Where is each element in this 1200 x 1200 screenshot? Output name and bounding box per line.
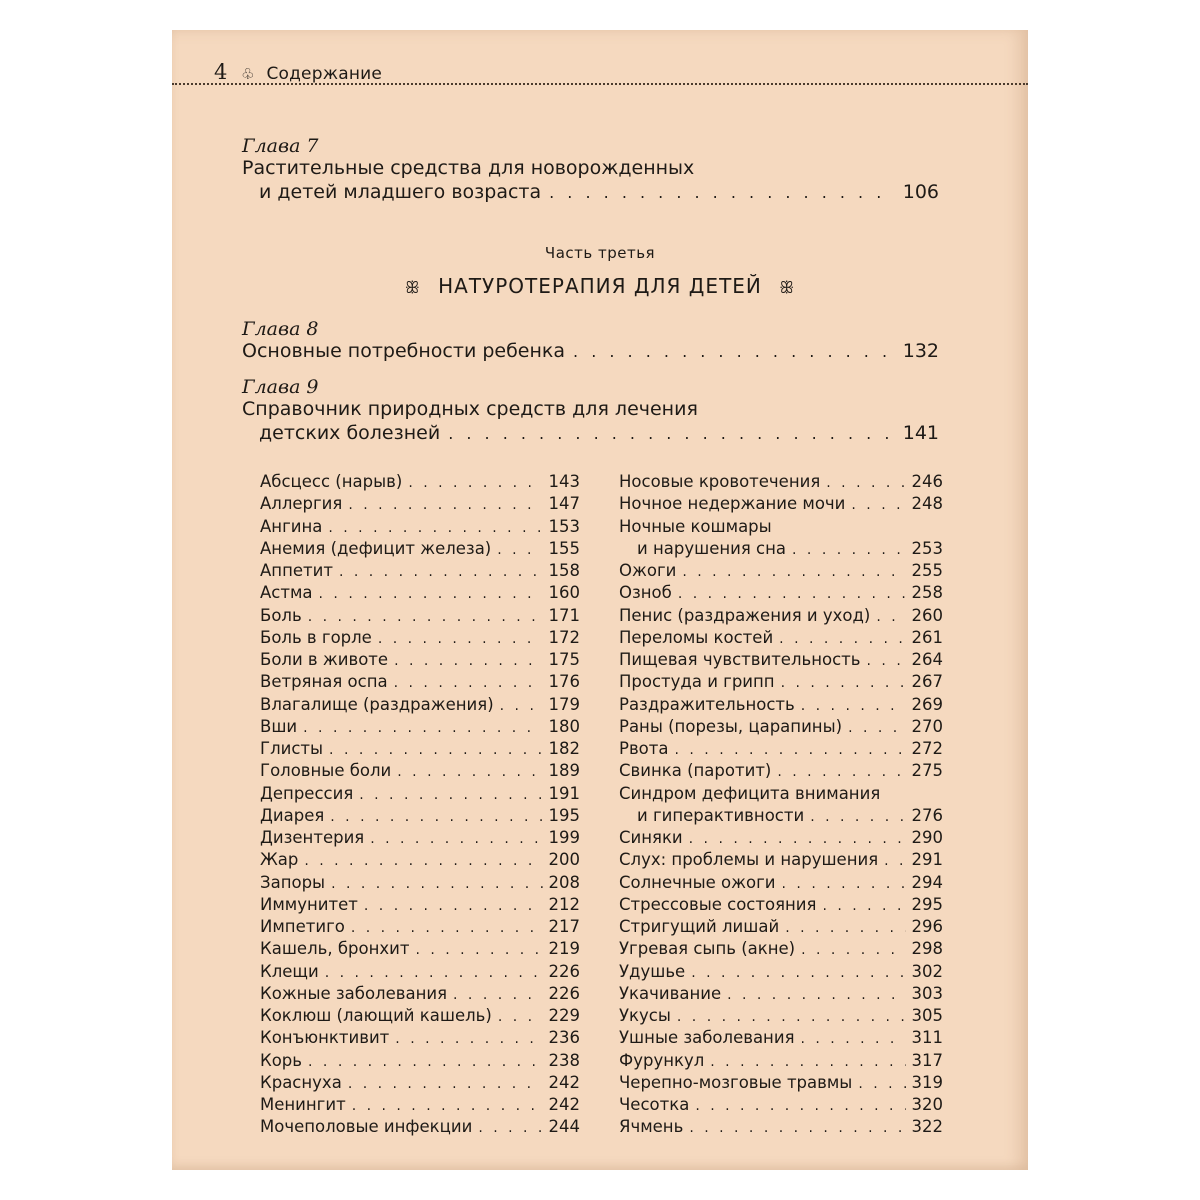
index-entry-title: Свинка (паротит) xyxy=(619,761,772,781)
index-page-number: 143 xyxy=(548,472,580,491)
index-entry[interactable] xyxy=(619,606,943,628)
page-number: 4 xyxy=(214,60,228,84)
index-page-number: 295 xyxy=(911,894,943,914)
index-page-number: 217 xyxy=(548,917,580,936)
index-entry-title: Ночное недержание мочи xyxy=(619,494,846,514)
index-entry-title: Раны (порезы, царапины) xyxy=(619,716,843,736)
dot-leader xyxy=(876,609,905,625)
index-entry-title: Раздражительность xyxy=(619,694,795,714)
dot-leader xyxy=(303,720,542,736)
index-page-number: 319 xyxy=(911,1072,943,1092)
dot-leader xyxy=(782,876,906,892)
index-column-left xyxy=(260,472,580,1140)
index-entry-title: Запоры xyxy=(260,872,326,892)
index-page-number: 208 xyxy=(548,872,580,892)
index-entry-title: Солнечные ожоги xyxy=(619,872,776,892)
index-entry[interactable] xyxy=(619,583,943,605)
index-entry-title: Кожные заболевания xyxy=(260,983,448,1003)
index-entry-title: Пенис (раздражения и уход) xyxy=(619,605,871,625)
index-entry-title: Импетиго xyxy=(260,917,345,936)
index-page-number: 179 xyxy=(548,694,580,714)
index-page-number: 229 xyxy=(548,1006,580,1025)
chapter-7-entry[interactable] xyxy=(259,181,939,203)
dot-leader xyxy=(779,631,905,647)
index-entry[interactable] xyxy=(260,895,580,917)
index-entry[interactable] xyxy=(619,472,943,494)
dot-leader xyxy=(394,675,543,691)
index-entry-title: Корь xyxy=(260,1050,303,1070)
index-entry[interactable] xyxy=(619,984,943,1006)
index-entry[interactable] xyxy=(619,672,943,694)
index-page-number: 246 xyxy=(911,472,943,491)
dot-leader xyxy=(801,698,906,714)
toc-entry-title: Справочник природных средств для лечения xyxy=(242,398,698,420)
index-entry[interactable] xyxy=(619,539,943,561)
index-entry-title: Стригущий лишай xyxy=(619,917,780,936)
index-page-number: 267 xyxy=(911,672,943,692)
dot-leader xyxy=(710,1054,905,1070)
toc-entry-title: и детей младшего возраста xyxy=(259,181,542,203)
index-entry-title: Влагалище (раздражения) xyxy=(260,694,494,714)
clover-ornament-icon: ♧ xyxy=(241,65,255,83)
index-entry[interactable] xyxy=(260,695,580,717)
index-entry-title: Аллергия xyxy=(260,494,343,514)
index-entry[interactable] xyxy=(260,984,580,1006)
index-entry-title: Боль xyxy=(260,605,302,625)
header-dotted-rule xyxy=(172,83,1028,85)
index-page-number: 226 xyxy=(548,961,580,981)
dot-leader xyxy=(777,764,905,780)
index-entry[interactable] xyxy=(619,1095,943,1117)
index-entry-title: Угревая сыпь (акне) xyxy=(619,939,796,959)
index-entry[interactable] xyxy=(619,561,943,583)
chapter-7-title-line1[interactable] xyxy=(242,157,694,179)
index-entry[interactable] xyxy=(260,517,580,539)
dot-leader xyxy=(801,942,905,958)
index-page-number: 212 xyxy=(548,894,580,914)
dot-leader xyxy=(822,898,905,914)
toc-entry-title: Основные потребности ребенка xyxy=(242,340,566,362)
index-page-number: 296 xyxy=(911,917,943,936)
index-entry-title: Укачивание xyxy=(619,983,722,1003)
index-entry-title: Вши xyxy=(260,716,298,736)
index-entry-title: Синдром дефицита внимания xyxy=(619,783,881,803)
index-page-number: 158 xyxy=(548,561,580,580)
index-page-number: 294 xyxy=(911,872,943,892)
index-entry-title: Головные боли xyxy=(260,761,392,781)
index-page-number: 258 xyxy=(911,583,943,603)
index-entry[interactable] xyxy=(260,1051,580,1073)
dot-leader xyxy=(801,1031,906,1047)
dot-leader xyxy=(851,497,905,513)
index-entry[interactable] xyxy=(619,1051,943,1073)
index-entry-title: Конъюнктивит xyxy=(260,1028,390,1048)
index-entry-title: Краснуха xyxy=(260,1072,342,1092)
index-entry[interactable] xyxy=(619,761,943,783)
index-entry[interactable] xyxy=(619,1006,943,1028)
index-entry-title: Чесотка xyxy=(619,1095,690,1114)
index-page-number: 172 xyxy=(548,627,580,647)
index-page-number: 261 xyxy=(911,627,943,647)
dot-leader xyxy=(378,631,543,647)
index-entry[interactable] xyxy=(619,517,943,539)
index-column-right xyxy=(619,472,943,1140)
index-entry-title: Боли в животе xyxy=(260,650,389,669)
index-entry[interactable] xyxy=(260,1006,580,1028)
index-entry-title: Удушье xyxy=(619,961,686,981)
index-entry-title: Клещи xyxy=(260,961,319,981)
index-page-number: 290 xyxy=(911,828,943,847)
index-page-number: 199 xyxy=(548,828,580,847)
chapter-7-label: Глава 7 xyxy=(242,135,319,157)
index-entry[interactable] xyxy=(260,1117,580,1139)
index-entry-title: Мочеполовые инфекции xyxy=(260,1117,473,1137)
index-entry[interactable] xyxy=(260,917,580,939)
dot-leader xyxy=(415,942,542,958)
dot-leader xyxy=(884,853,905,869)
index-entry[interactable] xyxy=(619,850,943,872)
index-entry[interactable] xyxy=(619,717,943,739)
index-page-number: 302 xyxy=(911,961,943,981)
index-page-number: 175 xyxy=(548,650,580,669)
index-page-number: 238 xyxy=(548,1050,580,1070)
index-page-number: 272 xyxy=(911,739,943,758)
right-flourish-icon: ꕥ xyxy=(779,278,796,297)
dot-leader xyxy=(331,876,542,892)
index-page-number: 275 xyxy=(911,761,943,781)
index-entry-title: Фурункул xyxy=(619,1050,705,1070)
index-page-number: 242 xyxy=(548,1072,580,1092)
dot-leader xyxy=(727,987,905,1003)
index-entry-title: Ангина xyxy=(260,516,323,536)
dot-leader xyxy=(573,342,895,361)
index-entry-title: Ожоги xyxy=(619,561,677,580)
index-page-number: 236 xyxy=(548,1028,580,1048)
index-entry[interactable] xyxy=(619,806,943,828)
part-title-text: НАТУРОТЕРАПИЯ ДЛЯ ДЕТЕЙ xyxy=(438,274,762,298)
chapter-9-entry[interactable] xyxy=(259,422,939,444)
index-entry[interactable] xyxy=(619,650,943,672)
dot-leader xyxy=(695,1098,905,1114)
dot-leader xyxy=(370,831,542,847)
index-entry[interactable] xyxy=(260,1095,580,1117)
index-entry[interactable] xyxy=(260,539,580,561)
index-page-number: 253 xyxy=(911,538,943,558)
running-head xyxy=(214,60,382,84)
index-entry[interactable] xyxy=(260,806,580,828)
index-entry-title: Абсцесс (нарыв) xyxy=(260,472,403,491)
index-entry-title: Простуда и грипп xyxy=(619,672,775,692)
dot-leader xyxy=(394,653,542,669)
toc-page-number: 132 xyxy=(902,340,939,362)
index-entry[interactable] xyxy=(619,917,943,939)
index-entry-title: Пищевая чувствительность xyxy=(619,650,861,669)
index-entry[interactable] xyxy=(619,873,943,895)
chapter-8-label: Глава 8 xyxy=(242,318,319,340)
index-entry-title: Кашель, бронхит xyxy=(260,939,410,959)
index-page-number: 303 xyxy=(911,983,943,1003)
index-entry-title: Ночные кошмары xyxy=(619,516,772,536)
index-page-number: 180 xyxy=(548,716,580,736)
dot-leader xyxy=(351,920,543,936)
index-page-number: 276 xyxy=(911,805,943,825)
index-entry[interactable] xyxy=(260,784,580,806)
index-page-number: 291 xyxy=(911,850,943,870)
chapter-9-title-line1[interactable] xyxy=(242,398,698,420)
dot-leader xyxy=(792,542,905,558)
index-entry[interactable] xyxy=(619,1028,943,1050)
dot-leader xyxy=(448,424,895,443)
index-entry[interactable] xyxy=(260,1073,580,1095)
dot-leader xyxy=(678,586,906,602)
dot-leader xyxy=(304,853,542,869)
index-entry[interactable] xyxy=(619,1117,943,1139)
index-entry[interactable] xyxy=(260,628,580,650)
index-entry-title: Астма xyxy=(260,583,313,603)
dot-leader xyxy=(359,787,542,803)
index-page-number: 219 xyxy=(548,939,580,959)
index-page-number: 320 xyxy=(911,1095,943,1114)
dot-leader xyxy=(867,653,906,669)
index-entry[interactable] xyxy=(260,761,580,783)
index-page-number: 160 xyxy=(548,583,580,603)
index-page-number: 270 xyxy=(911,716,943,736)
index-page-number: 317 xyxy=(911,1050,943,1070)
dot-leader xyxy=(826,475,905,491)
index-entry[interactable] xyxy=(619,739,943,761)
index-entry[interactable] xyxy=(260,583,580,605)
index-entry[interactable] xyxy=(260,606,580,628)
index-entry-title: и нарушения сна xyxy=(637,538,787,558)
index-page-number: 264 xyxy=(911,650,943,669)
dot-leader xyxy=(408,475,542,491)
index-entry-title: Синяки xyxy=(619,828,683,847)
dot-leader xyxy=(308,609,543,625)
index-entry[interactable] xyxy=(260,873,580,895)
index-entry[interactable] xyxy=(619,828,943,850)
dot-leader xyxy=(689,1120,905,1136)
book-page xyxy=(172,30,1028,1170)
index-page-number: 200 xyxy=(548,850,580,870)
dot-leader xyxy=(478,1120,542,1136)
toc-page-number: 106 xyxy=(902,181,939,203)
dot-leader xyxy=(308,1054,542,1070)
dot-leader xyxy=(319,586,543,602)
part-title xyxy=(172,274,1028,298)
index-entry-title: Аппетит xyxy=(260,561,333,580)
index-entry[interactable] xyxy=(619,939,943,961)
index-entry-title: Носовые кровотечения xyxy=(619,472,821,491)
index-page-number: 269 xyxy=(911,694,943,714)
dot-leader xyxy=(348,497,542,513)
dot-leader xyxy=(498,1009,543,1025)
index-page-number: 171 xyxy=(548,605,580,625)
index-entry[interactable] xyxy=(619,494,943,516)
index-page-number: 176 xyxy=(548,672,580,692)
index-entry[interactable] xyxy=(260,828,580,850)
index-page-number: 260 xyxy=(911,605,943,625)
index-entry-title: Жар xyxy=(260,850,299,870)
index-entry-title: Слух: проблемы и нарушения xyxy=(619,850,879,870)
index-page-number: 248 xyxy=(911,494,943,514)
dot-leader xyxy=(397,764,542,780)
index-entry-title: Ушные заболевания xyxy=(619,1028,795,1048)
index-entry-title: Дизентерия xyxy=(260,828,365,847)
index-page-number: 255 xyxy=(911,561,943,580)
dot-leader xyxy=(677,1009,906,1025)
index-entry[interactable] xyxy=(619,628,943,650)
dot-leader xyxy=(348,1076,543,1092)
index-page-number: 153 xyxy=(548,516,580,536)
index-entry[interactable] xyxy=(260,739,580,761)
index-entry[interactable] xyxy=(260,561,580,583)
dot-leader xyxy=(675,742,906,758)
index-entry[interactable] xyxy=(260,717,580,739)
index-page-number: 191 xyxy=(548,783,580,803)
index-entry-title: Стрессовые состояния xyxy=(619,894,817,914)
index-entry-title: и гиперактивности xyxy=(637,805,805,825)
dot-leader xyxy=(329,742,542,758)
index-page-number: 182 xyxy=(548,739,580,758)
index-entry[interactable] xyxy=(260,494,580,516)
index-entry-title: Депрессия xyxy=(260,783,354,803)
index-entry-title: Черепно-мозговые травмы xyxy=(619,1072,853,1092)
index-page-number: 195 xyxy=(548,805,580,825)
index-entry-title: Ячмень xyxy=(619,1117,684,1137)
index-entry[interactable] xyxy=(260,650,580,672)
toc-page-number: 141 xyxy=(902,422,939,444)
left-flourish-icon: ꕥ xyxy=(404,278,421,297)
dot-leader xyxy=(497,542,542,558)
dot-leader xyxy=(549,183,895,202)
index-entry[interactable] xyxy=(619,784,943,806)
dot-leader xyxy=(352,1098,543,1114)
index-entry[interactable] xyxy=(260,472,580,494)
dot-leader xyxy=(691,965,905,981)
index-page-number: 298 xyxy=(911,939,943,959)
dot-leader xyxy=(858,1076,905,1092)
index-entry[interactable] xyxy=(260,672,580,694)
index-entry-title: Укусы xyxy=(619,1006,671,1025)
index-entry-title: Анемия (дефицит железа) xyxy=(260,538,492,558)
dot-leader xyxy=(500,698,543,714)
index-page-number: 226 xyxy=(548,983,580,1003)
index-page-number: 322 xyxy=(911,1117,943,1137)
index-entry-title: Менингит xyxy=(260,1095,346,1114)
dot-leader xyxy=(364,898,543,914)
index-entry-title: Озноб xyxy=(619,583,672,603)
dot-leader xyxy=(689,831,906,847)
index-entry-title: Переломы костей xyxy=(619,627,774,647)
dot-leader xyxy=(325,965,543,981)
index-entry-title: Диарея xyxy=(260,805,325,825)
chapter-8-entry[interactable] xyxy=(242,340,939,362)
index-entry[interactable] xyxy=(619,962,943,984)
index-page-number: 242 xyxy=(548,1095,580,1114)
dot-leader xyxy=(810,809,905,825)
index-entry-title: Ветряная оспа xyxy=(260,672,388,692)
index-entry[interactable] xyxy=(619,1073,943,1095)
index-entry[interactable] xyxy=(260,962,580,984)
index-page-number: 189 xyxy=(548,761,580,781)
index-entry[interactable] xyxy=(619,695,943,717)
dot-leader xyxy=(453,987,542,1003)
index-page-number: 147 xyxy=(548,494,580,514)
dot-leader xyxy=(682,564,905,580)
index-entry[interactable] xyxy=(260,939,580,961)
dot-leader xyxy=(848,720,905,736)
dot-leader xyxy=(339,564,543,580)
index-page-number: 311 xyxy=(911,1028,943,1048)
dot-leader xyxy=(330,809,542,825)
index-page-number: 155 xyxy=(548,538,580,558)
index-entry[interactable] xyxy=(260,850,580,872)
index-entry-title: Коклюш (лающий кашель) xyxy=(260,1006,492,1025)
toc-entry-title: Растительные средства для новорожденных xyxy=(242,157,695,179)
part-label: Часть третья xyxy=(544,244,656,262)
toc-entry-title: детских болезней xyxy=(259,422,441,444)
index-entry-title: Боль в горле xyxy=(260,627,372,647)
index-entry[interactable] xyxy=(619,895,943,917)
index-entry-title: Глисты xyxy=(260,739,324,758)
section-title: Содержание xyxy=(266,64,383,84)
index-page-number: 244 xyxy=(548,1117,580,1137)
dot-leader xyxy=(328,520,542,536)
chapter-9-label: Глава 9 xyxy=(242,376,319,398)
dot-leader xyxy=(781,675,906,691)
dot-leader xyxy=(395,1031,542,1047)
index-entry-title: Рвота xyxy=(619,739,669,758)
index-entry-title: Иммунитет xyxy=(260,894,358,914)
index-entry[interactable] xyxy=(260,1028,580,1050)
index-page-number: 305 xyxy=(911,1006,943,1025)
dot-leader xyxy=(785,920,905,936)
